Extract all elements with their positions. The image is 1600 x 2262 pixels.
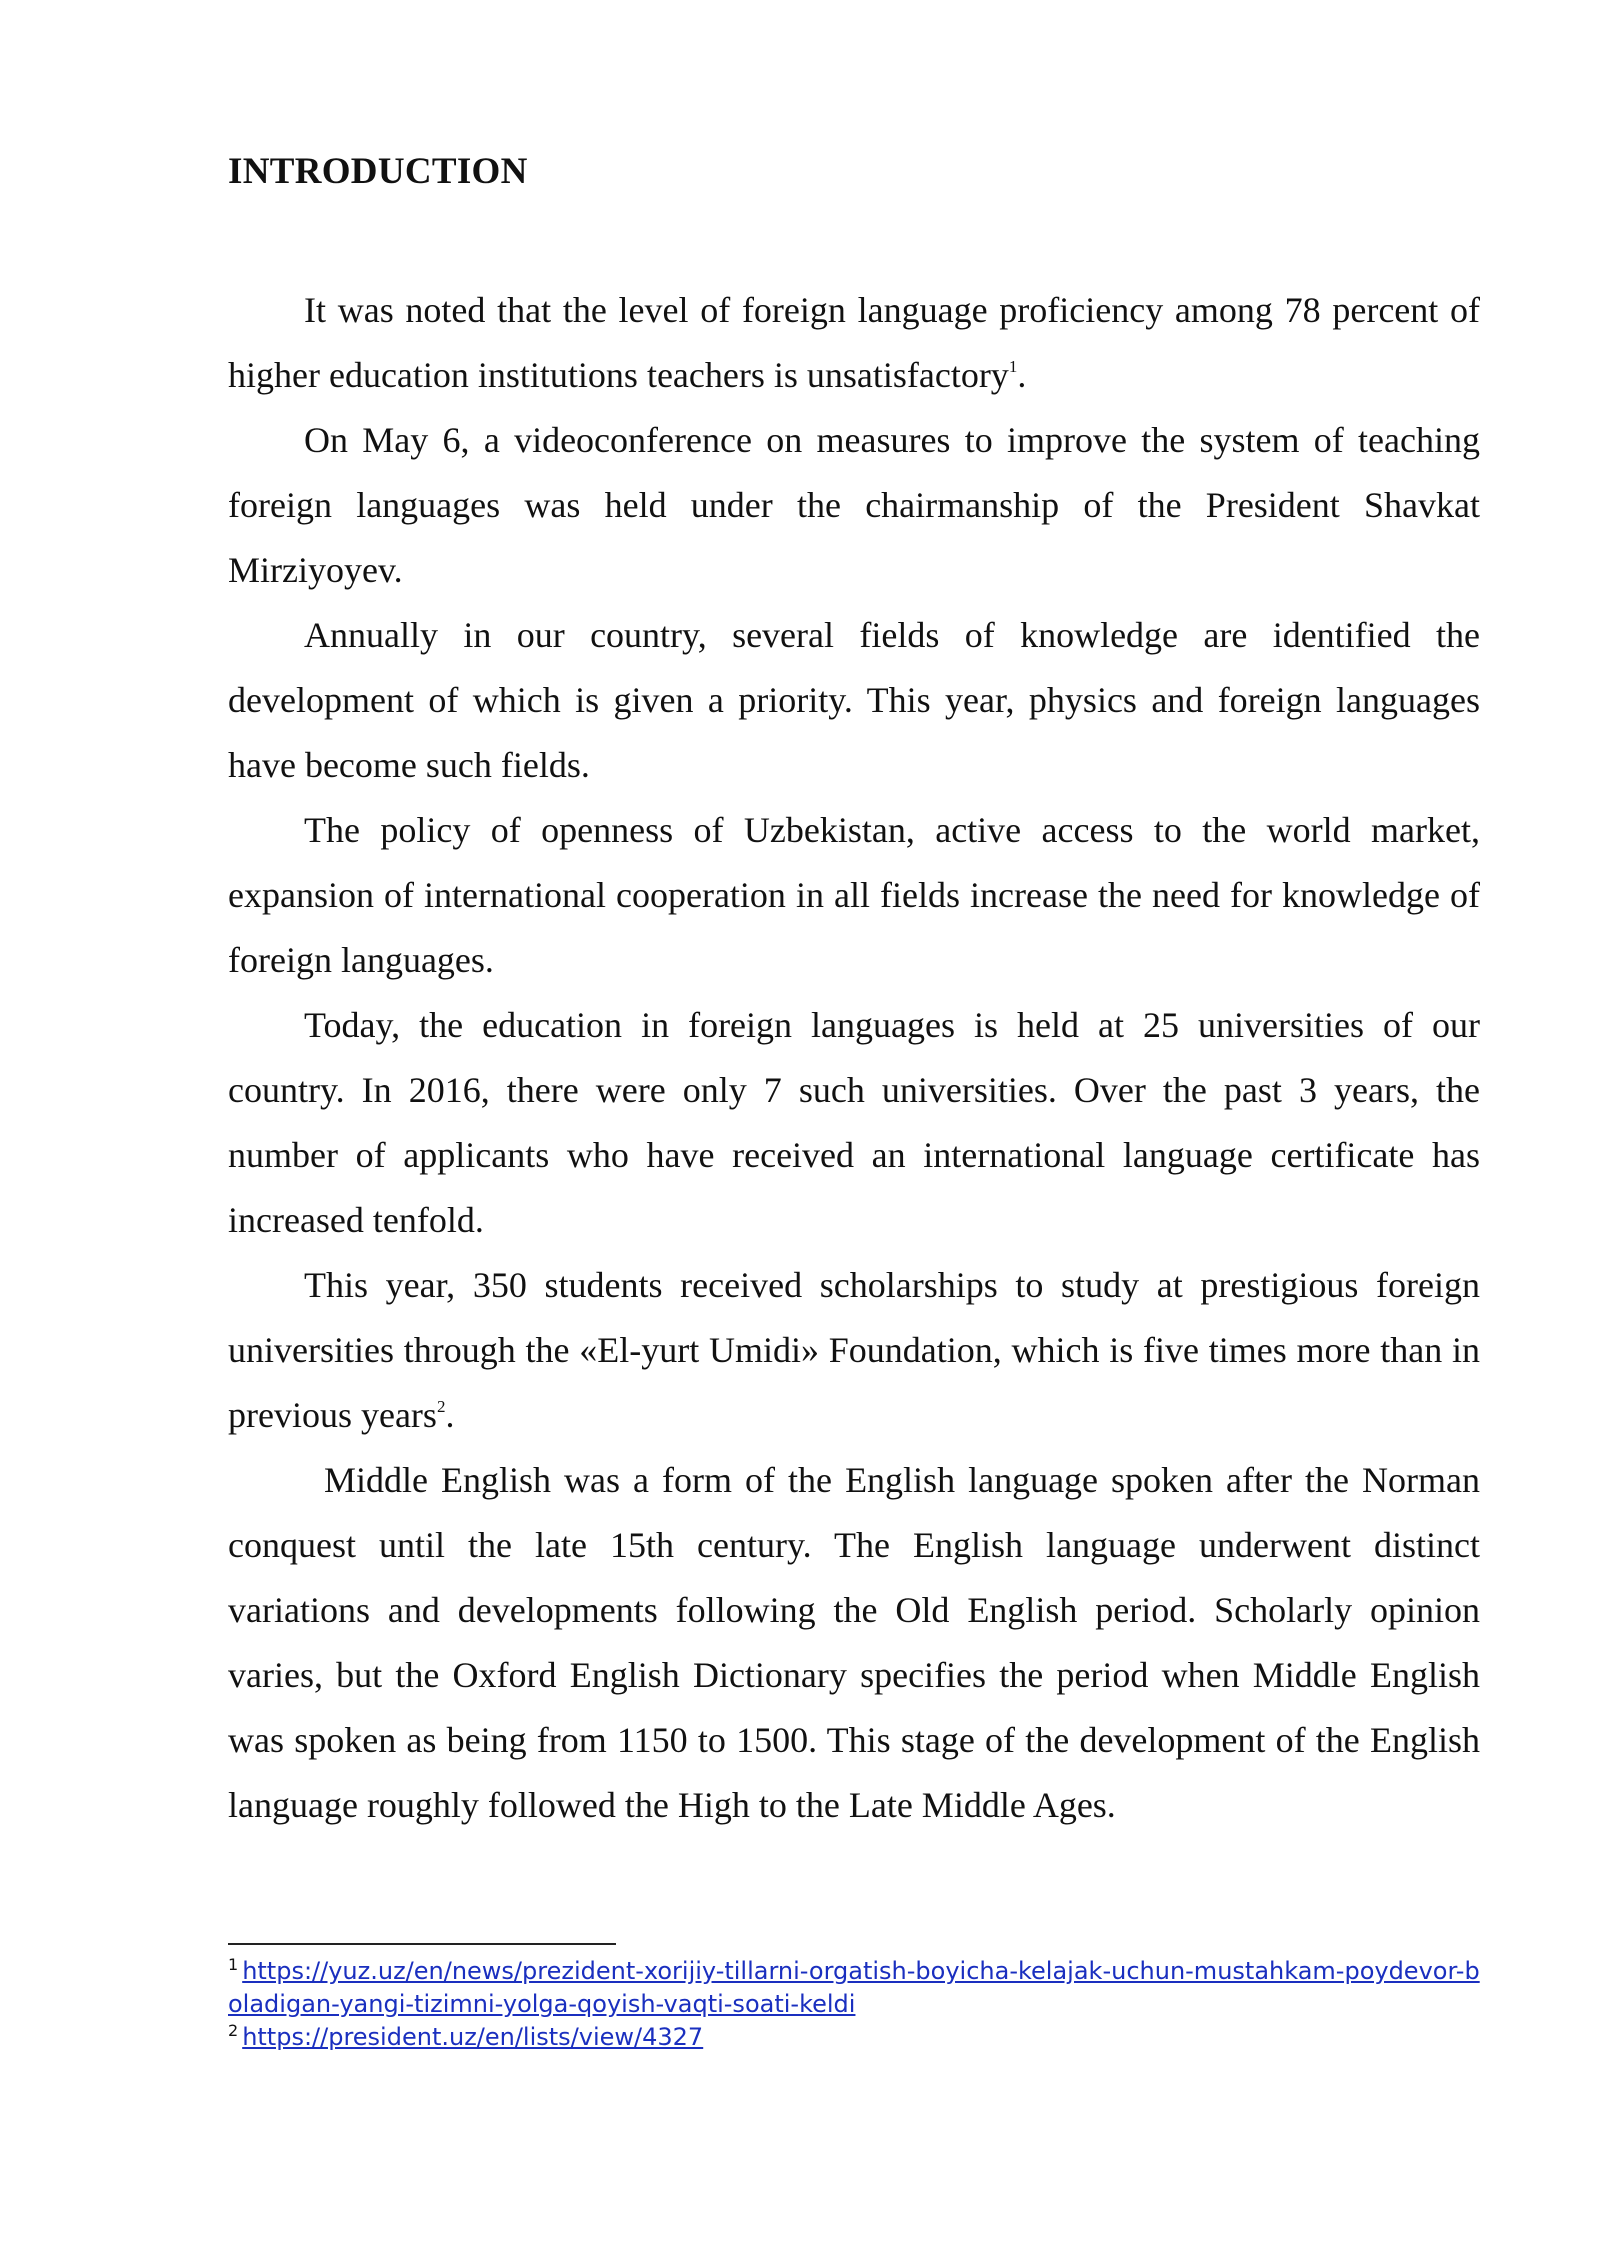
paragraph-text: Middle English was a form of the English language spoken after the Norman conquest until the late 15th century. The English language underwent distinct variations and developments following the Old English period. Scholarly opinion varies, but the Oxford English Dictionary specifies the period when Middle English was spoken as being from 1150 to 1500. This stage of the development of the English language roughly followed the High to the Late Middle Ages. [228,1460,1480,1825]
page-title: INTRODUCTION [228,151,528,192]
paragraph-2 [228,408,1480,603]
paragraph-trailing-punctuation: . [445,1395,455,1435]
paragraph-6 [228,1253,1480,1448]
footnote-link[interactable]: https://president.uz/en/lists/view/4327 [242,2023,704,2051]
paragraph-trailing-punctuation: . [1017,355,1027,395]
footnotes-section [228,1955,1480,2054]
paragraph-3 [228,603,1480,798]
paragraph-4 [228,798,1480,993]
footnote-separator [228,1943,616,1945]
paragraph-text: This year, 350 students received scholarships to study at prestigious foreign universities through the «El-yurt Umidi» Foundation, which is five times more than in previous years [228,1265,1480,1435]
paragraph-text: Today, the education in foreign languages is held at 25 universities of our country. In 2016, there were only 7 such universities. Over the past 3 years, the number of applicants who have received an international language certificate has increased tenfold. [228,1005,1480,1240]
document-body [228,278,1480,1838]
footnote-link[interactable]: https://yuz.uz/en/news/prezident-xorijiy-tillarni-orgatish-boyicha-kelajak-uchun-mustahkam-poydevor-boladigan-yangi-tizimni-yolga-qoyish-vaqti-soati-keldi [228,1957,1480,2018]
footnote-mark: 1 [228,1955,239,1974]
footnote-mark: 2 [228,2021,239,2040]
footnote-2 [228,2021,1480,2054]
paragraph-text: It was noted that the level of foreign language proficiency among 78 percent of higher education institutions teachers is unsatisfactory [228,290,1480,395]
footnote-1 [228,1955,1480,2021]
paragraph-text: The policy of openness of Uzbekistan, active access to the world market, expansion of international cooperation in all fields increase the need for knowledge of foreign languages. [228,810,1480,980]
footnote-reference-2[interactable]: 2 [436,1397,446,1416]
footnote-reference-1[interactable]: 1 [1008,357,1018,376]
paragraph-text: Annually in our country, several fields of knowledge are identified the development of which is given a priority. This year, physics and foreign languages have become such fields. [228,615,1480,785]
paragraph-1 [228,278,1480,408]
paragraph-text: On May 6, a videoconference on measures to improve the system of teaching foreign languages was held under the chairmanship of the President Shavkat Mirziyoyev. [228,420,1480,590]
paragraph-5 [228,993,1480,1253]
paragraph-7 [228,1448,1480,1838]
